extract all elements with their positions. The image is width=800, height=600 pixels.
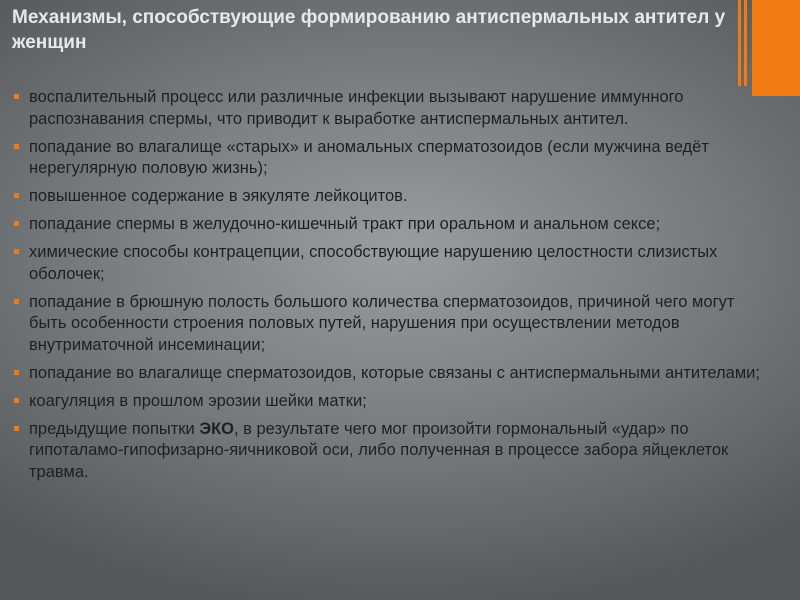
square-bullet-icon [14,221,19,226]
square-bullet-icon [14,193,19,198]
list-item-text: повышенное содержание в эякуляте лейкоцитов. [29,187,408,205]
list-item [12,419,772,484]
list-item-text: коагуляция в прошлом эрозии шейки матки; [29,391,367,410]
list-item [12,363,772,385]
slide-title: Механизмы, способствующие формированию антиспермальных антител у женщин [12,7,726,53]
accent-stripe [744,0,747,86]
square-bullet-icon [14,94,19,99]
list-item [12,391,772,413]
list-item-text-start: предыдущие попытки [29,419,200,438]
list-item-text: воспалительный процесс или различные инфекции вызывают нарушение иммунного распознавания спермы, что приводит к выработке антиспермальных антител. [29,88,684,128]
corner-accent-decoration [738,0,800,100]
list-item-text: попадание во влагалище сперматозоидов, которые связаны с антиспермальными антителами; [29,363,760,382]
square-bullet-icon [14,144,19,149]
list-item-text: попадание во влагалище «старых» и аномальных сперматозоидов (если мужчина ведёт нерегулярную половую жизнь); [29,137,709,177]
eko-abbreviation: ЭКО [199,419,234,438]
square-bullet-icon [14,299,19,304]
square-bullet-icon [14,426,19,431]
list-item-text-end: , в результате чего мог произойти гормональный «удар» по гипоталамо-гипофизарно-яичниковой оси, либо полученная в процессе забора яйцеклеток травма. [29,419,729,481]
list-item-text: химические способы контрацепции, способствующие нарушению целостности слизистых оболочек; [29,243,718,283]
square-bullet-icon [14,370,19,375]
list-item [12,214,772,236]
square-bullet-icon [14,398,19,403]
list-item [12,186,772,208]
list-item-text: попадание спермы в желудочно-кишечный тракт при оральном и анальном сексе; [29,215,661,233]
list-item-text: попадание в брюшную полость большого количества сперматозоидов, причиной чего могут быть особенности строения половых путей, нарушения при осуществлении методов внутриматочной инсеминации; [29,292,735,354]
square-bullet-icon [14,249,19,254]
list-item [12,242,772,285]
bullet-list [12,87,772,490]
list-item [12,87,772,130]
list-item [12,137,772,180]
accent-block [752,0,800,96]
accent-stripe [738,0,741,86]
list-item [12,292,772,357]
